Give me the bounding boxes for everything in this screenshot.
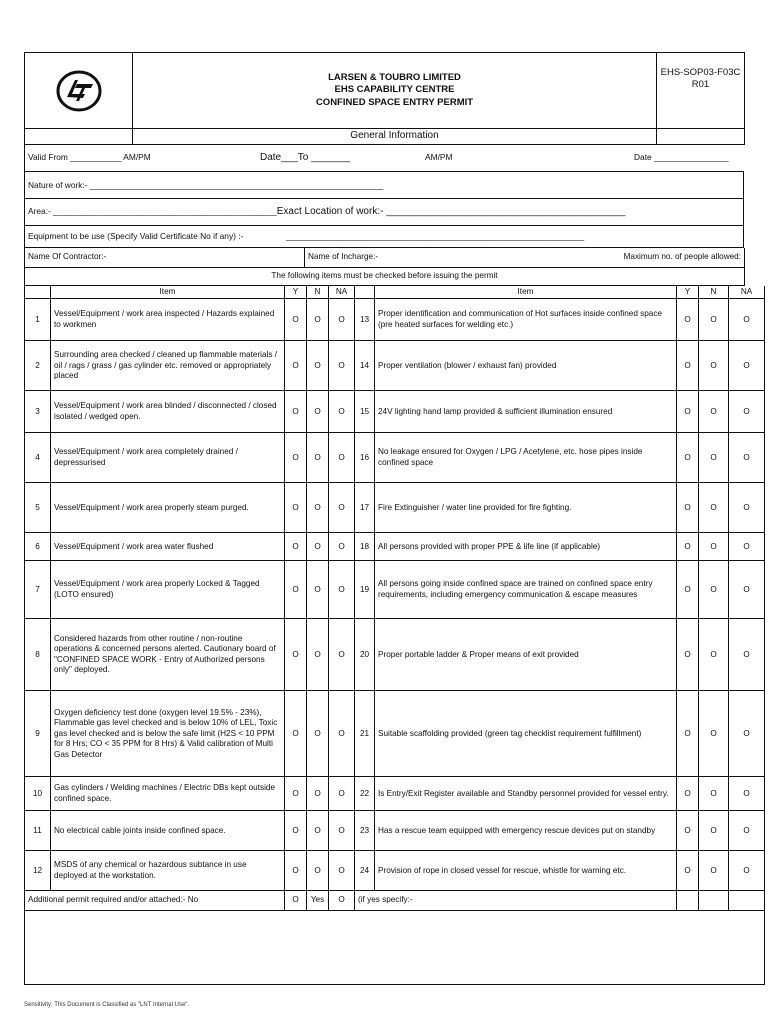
item-text: Is Entry/Exit Register available and Standby personnel provided for vessel entry. [375,777,677,811]
check-y[interactable]: O [285,851,307,891]
checklist-row [25,561,765,619]
checklist-row [25,851,765,891]
check-y[interactable]: O [285,299,307,341]
check-na[interactable]: O [729,299,765,341]
additional-yes-label: Yes [307,891,329,910]
checklist-row [25,619,765,691]
item-number: 22 [355,777,375,811]
item-number: 14 [355,341,375,391]
area-field[interactable]: Area:- ________________________________________________ [28,205,277,216]
item-number: 16 [355,433,375,483]
item-text: Considered hazards from other routine / non-routine operations & concerned persons alerted. Cautionary board of "CONFINED SPACE WORK - Entry of Authorized persons only" deployed. [51,619,285,691]
check-y[interactable]: O [285,619,307,691]
item-number: 19 [355,561,375,619]
check-na[interactable]: O [729,341,765,391]
item-number: 1 [25,299,51,341]
item-text: Vessel/Equipment / work area blinded / disconnected / closed isolated / wedged open. [51,391,285,433]
additional-yes-option[interactable]: O [329,891,355,910]
check-na[interactable]: O [329,851,355,891]
check-n[interactable]: O [307,433,329,483]
date-field[interactable]: Date ________________ [634,151,729,162]
checklist-row [25,691,765,777]
check-n[interactable]: O [307,299,329,341]
item-text: Vessel/Equipment / work area properly Locked & Tagged (LOTO ensured) [51,561,285,619]
check-na[interactable]: O [329,811,355,851]
check-y[interactable]: O [285,341,307,391]
checklist-row [25,533,765,561]
checklist-row [25,433,765,483]
check-y[interactable]: O [285,777,307,811]
item-number: 20 [355,619,375,691]
lt-logo-icon [55,67,103,115]
check-n[interactable]: O [699,391,729,433]
max-people-field[interactable]: Maximum no. of people allowed: [623,252,741,262]
item-number: 9 [25,691,51,777]
check-y[interactable]: O [677,391,699,433]
item-text: All persons provided with proper PPE & life line (if applicable) [375,533,677,561]
check-na[interactable]: O [329,299,355,341]
checklist-row [25,391,765,433]
item-text: Surrounding area checked / cleaned up flammable materials / oil / rags / grass / gas cylinder etc. removed or appropriately placed [51,341,285,391]
check-y[interactable]: O [285,483,307,533]
item-text: 24V lighting hand lamp provided & sufficient illumination ensured [375,391,677,433]
check-na[interactable]: O [329,561,355,619]
check-na[interactable]: O [729,619,765,691]
item-text: Gas cylinders / Welding machines / Electric DBs kept outside confined space. [51,777,285,811]
equipment-label: Equipment to be use (Specify Valid Certificate No if any) :- [28,231,244,242]
item-number: 21 [355,691,375,777]
col-y-right: Y [677,286,699,299]
check-y[interactable]: O [285,691,307,777]
checklist-intro: The following items must be checked before issuing the permit [25,267,745,285]
check-n[interactable]: O [307,341,329,391]
check-n[interactable]: O [307,391,329,433]
check-na[interactable]: O [329,391,355,433]
item-number: 8 [25,619,51,691]
check-y[interactable]: O [285,561,307,619]
col-item-left: Item [51,286,285,299]
item-number: 13 [355,299,375,341]
check-n[interactable]: O [699,811,729,851]
col-na-left: NA [329,286,355,299]
check-n[interactable]: O [307,619,329,691]
sensitivity-footer: Sensitivity: This Document is Classified as "LNT Internal Use". [24,1002,190,1008]
checklist-header [25,286,765,299]
item-number: 3 [25,391,51,433]
additional-notes-area[interactable] [25,910,765,984]
check-n[interactable]: O [307,483,329,533]
check-n[interactable]: O [307,811,329,851]
check-na[interactable]: O [729,433,765,483]
check-n[interactable]: O [307,533,329,561]
check-y[interactable]: O [285,811,307,851]
valid-from-field[interactable]: Valid From ___________ AM/PM [28,151,151,162]
logo-cell [25,53,133,129]
item-text: Suitable scaffolding provided (green tag checklist requirement fulfillment) [375,691,677,777]
check-n[interactable]: O [699,851,729,891]
item-number: 2 [25,341,51,391]
item-number: 4 [25,433,51,483]
general-info-table [24,145,744,249]
item-number: 24 [355,851,375,891]
item-text: No electrical cable joints inside confined space. [51,811,285,851]
item-text: Vessel/Equipment / work area water flushed [51,533,285,561]
names-table [24,248,745,286]
additional-specify[interactable]: (if yes specify:- [355,891,677,910]
exact-location-field[interactable]: Exact Location of work:- ___________________________________________ [276,205,626,217]
check-y[interactable]: O [677,341,699,391]
header-titles [133,53,657,129]
item-text: Has a rescue team equipped with emergency rescue devices put on standby [375,811,677,851]
item-text: Proper portable ladder & Proper means of exit provided [375,619,677,691]
item-text: Oxygen deficiency test done (oxygen level 19.5% - 23%), Flammable gas level checked and is below 10% of LEL, Toxic gas level checked and is below the safe limit (H2S < 10 PPM for 8 Hrs; CO < 35 PPM for 8 Hrs) & Valid calibration of Multi Gas Detector [51,691,285,777]
item-text: All persons going inside confined space are trained on confined space entry requirements, including emergency communication & escape measures [375,561,677,619]
check-n[interactable]: O [699,691,729,777]
col-n-left: N [307,286,329,299]
header-table [24,52,745,145]
item-number: 17 [355,483,375,533]
check-na[interactable]: O [729,851,765,891]
check-na[interactable]: O [329,433,355,483]
section-title: General Information [133,129,657,145]
checklist-row [25,811,765,851]
check-na[interactable]: O [729,391,765,433]
checklist-row [25,483,765,533]
ampm-label: AM/PM [425,151,453,162]
check-y[interactable]: O [677,561,699,619]
check-y[interactable]: O [285,533,307,561]
additional-no-option[interactable]: O [285,891,307,910]
col-n-right: N [699,286,729,299]
date-to-field[interactable]: Date___To _______ [260,151,351,163]
col-na-right: NA [729,286,765,299]
additional-permit-label: Additional permit required and/or attached:- No [25,891,265,910]
revision: R01 [691,79,710,91]
permit-form [24,52,753,985]
item-number: 10 [25,777,51,811]
check-y[interactable]: O [285,391,307,433]
item-number: 18 [355,533,375,561]
check-y[interactable]: O [677,533,699,561]
check-na[interactable]: O [729,811,765,851]
check-n[interactable]: O [699,533,729,561]
check-n[interactable]: O [307,561,329,619]
check-na[interactable]: O [729,533,765,561]
check-na[interactable]: O [729,561,765,619]
check-na[interactable]: O [329,483,355,533]
item-number: 6 [25,533,51,561]
check-y[interactable]: O [677,691,699,777]
check-na[interactable]: O [329,691,355,777]
check-na[interactable]: O [329,533,355,561]
check-y[interactable]: O [677,777,699,811]
item-text: Provision of rope in closed vessel for rescue, whistle for warning etc. [375,851,677,891]
item-text: Vessel/Equipment / work area completely drained / depressurised [51,433,285,483]
item-number: 11 [25,811,51,851]
check-na[interactable]: O [329,777,355,811]
col-y-left: Y [285,286,307,299]
checklist-row [25,777,765,811]
check-n[interactable]: O [699,561,729,619]
check-n[interactable]: O [699,433,729,483]
item-text: MSDS of any chemical or hazardous subtance in use deployed at the workstation. [51,851,285,891]
check-y[interactable]: O [677,851,699,891]
item-number: 23 [355,811,375,851]
item-text: Proper ventilation (blower / exhaust fan) provided [375,341,677,391]
check-n[interactable]: O [307,777,329,811]
check-y[interactable]: O [677,619,699,691]
centre-name: EHS CAPABILITY CENTRE [334,84,455,96]
check-n[interactable]: O [699,483,729,533]
item-number: 12 [25,851,51,891]
equipment-field[interactable]: ________________________________________________________________ [286,231,585,242]
check-y[interactable]: O [285,433,307,483]
checklist-table [24,286,765,892]
nature-of-work-field[interactable]: Nature of work:- _______________________________________________________________ [25,172,744,199]
check-y[interactable]: O [677,299,699,341]
check-y[interactable]: O [677,433,699,483]
check-y[interactable]: O [677,483,699,533]
check-n[interactable]: O [699,777,729,811]
check-n[interactable]: O [307,851,329,891]
item-number: 5 [25,483,51,533]
check-n[interactable]: O [699,619,729,691]
check-n[interactable]: O [307,691,329,777]
check-na[interactable]: O [329,341,355,391]
checklist-row [25,299,765,341]
item-text: Proper identification and communication of Hot surfaces inside confined space (pre heated surfaces for welding etc.) [375,299,677,341]
check-na[interactable]: O [729,691,765,777]
contractor-field[interactable]: Name Of Contractor:- [25,248,305,267]
doc-code-cell [657,53,745,129]
incharge-field[interactable]: Name of Incharge:- [308,252,379,262]
item-text: Vessel/Equipment / work area properly steam purged. [51,483,285,533]
doc-code: EHS-SOP03-F03C [660,67,741,78]
check-n[interactable]: O [699,299,729,341]
checklist-row [25,341,765,391]
item-text: No leakage ensured for Oxygen / LPG / Acetylene, etc. hose pipes inside confined space [375,433,677,483]
additional-table [24,891,765,985]
check-na[interactable]: O [329,619,355,691]
col-item-right: Item [375,286,677,299]
permit-title: CONFINED SPACE ENTRY PERMIT [315,96,474,108]
company-name: LARSEN & TOUBRO LIMITED [328,72,461,84]
check-na[interactable]: O [729,483,765,533]
item-text: Fire Extinguisher / water line provided for fire fighting. [375,483,677,533]
check-y[interactable]: O [677,811,699,851]
item-text: Vessel/Equipment / work area inspected / Hazards explained to workmen [51,299,285,341]
item-number: 15 [355,391,375,433]
check-n[interactable]: O [699,341,729,391]
item-number: 7 [25,561,51,619]
check-na[interactable]: O [729,777,765,811]
